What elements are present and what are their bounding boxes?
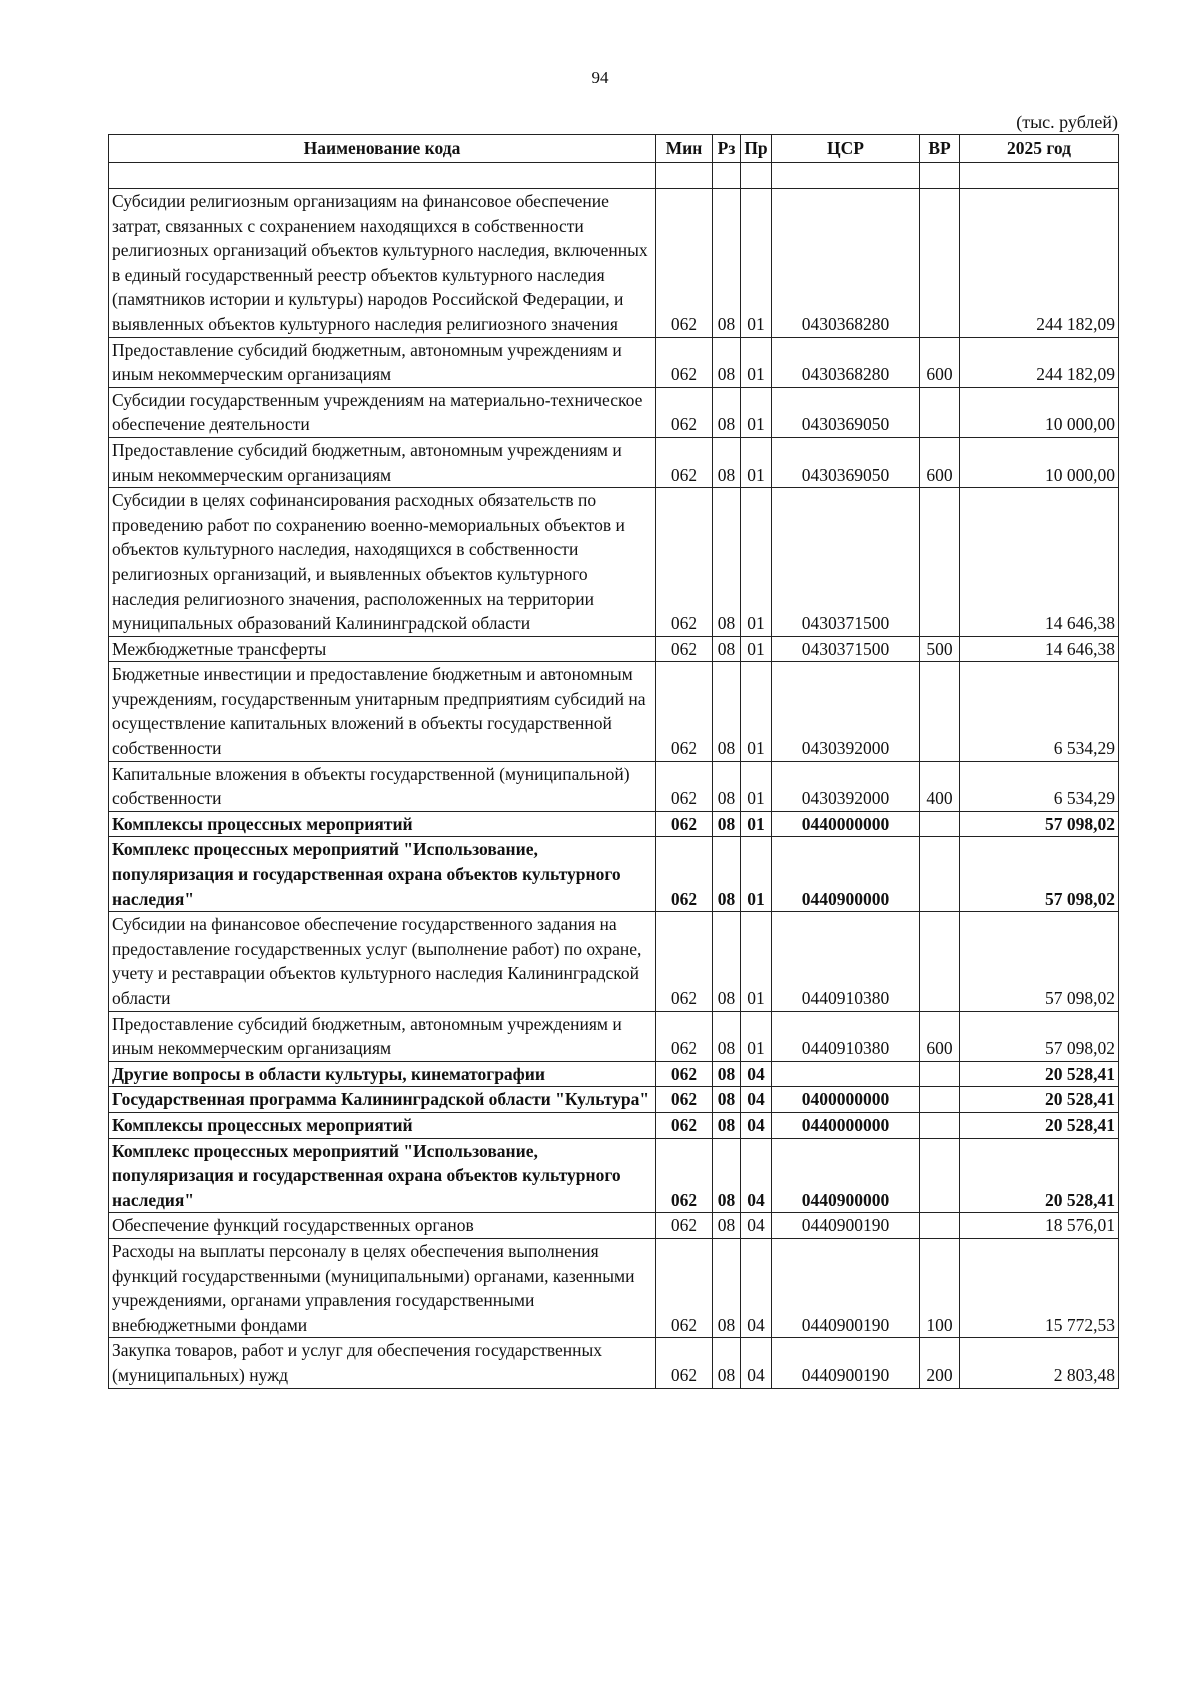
cell-sum: 244 182,09 [960,337,1119,387]
spacer-cell [920,163,960,189]
header-min: Мин [656,135,713,163]
cell-rz: 08 [713,189,741,338]
cell-rz: 08 [713,1087,741,1113]
table-row [109,636,1119,662]
cell-sum: 57 098,02 [960,1011,1119,1061]
cell-min: 062 [656,1087,713,1113]
cell-pr: 01 [741,337,772,387]
header-name: Наименование кода [109,135,656,163]
cell-vr [920,1213,960,1239]
cell-csr: 0440900190 [772,1338,920,1388]
cell-rz: 08 [713,337,741,387]
cell-vr [920,1138,960,1213]
cell-pr: 01 [741,811,772,837]
cell-csr: 0440000000 [772,811,920,837]
table-row [109,437,1119,487]
cell-pr: 01 [741,387,772,437]
cell-rz: 08 [713,912,741,1011]
cell-rz: 08 [713,811,741,837]
cell-min: 062 [656,1213,713,1239]
cell-name: Комплекс процессных мероприятий "Использование, популяризация и государственная охрана объектов культурного наследия" [109,1138,656,1213]
cell-name: Бюджетные инвестиции и предоставление бюджетным и автономным учреждениям, государственным унитарным предприятиям субсидий на осуществление капитальных вложений в объекты государственной собственности [109,662,656,761]
cell-name: Комплексы процессных мероприятий [109,811,656,837]
cell-rz: 08 [713,1238,741,1337]
cell-pr: 04 [741,1138,772,1213]
cell-min: 062 [656,189,713,338]
cell-min: 062 [656,837,713,912]
cell-sum: 57 098,02 [960,912,1119,1011]
budget-table [108,134,1119,1389]
cell-vr [920,837,960,912]
cell-sum: 244 182,09 [960,189,1119,338]
cell-vr: 500 [920,636,960,662]
table-row [109,1112,1119,1138]
table-row [109,837,1119,912]
cell-rz: 08 [713,837,741,912]
cell-sum: 6 534,29 [960,761,1119,811]
cell-sum: 10 000,00 [960,387,1119,437]
cell-csr: 0440000000 [772,1112,920,1138]
spacer-cell [656,163,713,189]
cell-sum: 20 528,41 [960,1087,1119,1113]
cell-name: Предоставление субсидий бюджетным, автономным учреждениям и иным некоммерческим организациям [109,437,656,487]
cell-sum: 20 528,41 [960,1061,1119,1087]
cell-sum: 10 000,00 [960,437,1119,487]
cell-vr: 200 [920,1338,960,1388]
table-row [109,1238,1119,1337]
page-number: 94 [591,68,609,87]
cell-csr: 0440910380 [772,912,920,1011]
cell-name: Комплекс процессных мероприятий "Использование, популяризация и государственная охрана объектов культурного наследия" [109,837,656,912]
cell-rz: 08 [713,1112,741,1138]
cell-sum: 14 646,38 [960,488,1119,637]
cell-name: Государственная программа Калининградской области "Культура" [109,1087,656,1113]
cell-min: 062 [656,636,713,662]
cell-rz: 08 [713,662,741,761]
cell-min: 062 [656,387,713,437]
cell-vr [920,189,960,338]
cell-vr [920,1112,960,1138]
cell-sum: 15 772,53 [960,1238,1119,1337]
cell-rz: 08 [713,488,741,637]
cell-pr: 01 [741,662,772,761]
cell-vr [920,912,960,1011]
cell-min: 062 [656,662,713,761]
cell-csr: 0440900190 [772,1238,920,1337]
cell-pr: 04 [741,1061,772,1087]
cell-name: Субсидии религиозным организациям на финансовое обеспечение затрат, связанных с сохранением находящихся в собственности религиозных организаций объектов культурного наследия, включенных в единый государственный реестр объектов культурного наследия (памятников истории и культуры) народов Российской Федерации, и выявленных объектов культурного наследия религиозного значения [109,189,656,338]
cell-min: 062 [656,1011,713,1061]
cell-rz: 08 [713,1338,741,1388]
cell-name: Предоставление субсидий бюджетным, автономным учреждениям и иным некоммерческим организациям [109,1011,656,1061]
cell-csr: 0440900000 [772,837,920,912]
cell-csr: 0430368280 [772,189,920,338]
cell-pr: 01 [741,636,772,662]
cell-csr: 0430371500 [772,488,920,637]
table-row [109,1087,1119,1113]
spacer-row [109,163,1119,189]
cell-pr: 04 [741,1087,772,1113]
table-header-row [109,135,1119,163]
cell-pr: 04 [741,1213,772,1239]
header-pr: Пр [741,135,772,163]
cell-vr: 400 [920,761,960,811]
cell-min: 062 [656,337,713,387]
cell-rz: 08 [713,1138,741,1213]
cell-sum: 57 098,02 [960,837,1119,912]
cell-vr: 600 [920,1011,960,1061]
cell-min: 062 [656,1138,713,1213]
cell-name: Расходы на выплаты персоналу в целях обеспечения выполнения функций государственными (муниципальными) органами, казенными учреждениями, органами управления государственными внебюджетными фондами [109,1238,656,1337]
cell-vr [920,662,960,761]
cell-min: 062 [656,1061,713,1087]
cell-pr: 04 [741,1112,772,1138]
header-vr: ВР [920,135,960,163]
cell-vr [920,488,960,637]
cell-rz: 08 [713,387,741,437]
cell-pr: 01 [741,437,772,487]
cell-csr: 0430368280 [772,337,920,387]
cell-name: Субсидии на финансовое обеспечение государственного задания на предоставление государственных услуг (выполнение работ) по охране, учету и реставрации объектов культурного наследия Калининградской области [109,912,656,1011]
table-row [109,337,1119,387]
cell-csr: 0430369050 [772,437,920,487]
cell-min: 062 [656,1238,713,1337]
header-year: 2025 год [960,135,1119,163]
header-csr: ЦСР [772,135,920,163]
spacer-cell [713,163,741,189]
cell-vr: 600 [920,437,960,487]
cell-csr: 0430369050 [772,387,920,437]
cell-vr [920,1087,960,1113]
cell-csr: 0440900000 [772,1138,920,1213]
cell-pr: 01 [741,189,772,338]
cell-sum: 20 528,41 [960,1138,1119,1213]
table-row [109,387,1119,437]
cell-pr: 04 [741,1238,772,1337]
cell-sum: 20 528,41 [960,1112,1119,1138]
cell-sum: 57 098,02 [960,811,1119,837]
spacer-cell [109,163,656,189]
cell-rz: 08 [713,1061,741,1087]
spacer-cell [741,163,772,189]
table-row [109,1061,1119,1087]
cell-name: Капитальные вложения в объекты государственной (муниципальной) собственности [109,761,656,811]
cell-vr: 600 [920,337,960,387]
cell-csr: 0430371500 [772,636,920,662]
cell-pr: 01 [741,488,772,637]
cell-min: 062 [656,761,713,811]
cell-rz: 08 [713,636,741,662]
table-row [109,189,1119,338]
table-row [109,1338,1119,1388]
table-row [109,761,1119,811]
cell-sum: 18 576,01 [960,1213,1119,1239]
cell-name: Предоставление субсидий бюджетным, автономным учреждениям и иным некоммерческим организациям [109,337,656,387]
cell-rz: 08 [713,1011,741,1061]
table-row [109,1213,1119,1239]
cell-csr: 0440910380 [772,1011,920,1061]
cell-min: 062 [656,437,713,487]
cell-name: Другие вопросы в области культуры, кинематографии [109,1061,656,1087]
cell-csr [772,1061,920,1087]
cell-min: 062 [656,811,713,837]
cell-csr: 0440900190 [772,1213,920,1239]
cell-sum: 14 646,38 [960,636,1119,662]
spacer-cell [772,163,920,189]
header-rz: Рз [713,135,741,163]
cell-vr: 100 [920,1238,960,1337]
spacer-cell [960,163,1119,189]
cell-name: Субсидии в целях софинансирования расходных обязательств по проведению работ по сохранению военно-мемориальных объектов и объектов культурного наследия, находящихся в собственности религиозных организаций, и выявленных объектов культурного наследия религиозного значения, расположенных на территории муниципальных образований Калининградской области [109,488,656,637]
cell-min: 062 [656,912,713,1011]
cell-pr: 01 [741,1011,772,1061]
cell-pr: 04 [741,1338,772,1388]
cell-min: 062 [656,1112,713,1138]
table-row [109,662,1119,761]
table-row [109,488,1119,637]
cell-name: Межбюджетные трансферты [109,636,656,662]
table-row [109,1011,1119,1061]
table-row [109,912,1119,1011]
cell-pr: 01 [741,912,772,1011]
cell-rz: 08 [713,437,741,487]
cell-csr: 0430392000 [772,761,920,811]
cell-min: 062 [656,1338,713,1388]
cell-sum: 2 803,48 [960,1338,1119,1388]
cell-vr [920,387,960,437]
cell-sum: 6 534,29 [960,662,1119,761]
cell-pr: 01 [741,761,772,811]
cell-name: Обеспечение функций государственных органов [109,1213,656,1239]
cell-vr [920,1061,960,1087]
cell-vr [920,811,960,837]
table-body [109,163,1119,1389]
cell-csr: 0430392000 [772,662,920,761]
cell-csr: 0400000000 [772,1087,920,1113]
cell-rz: 08 [713,1213,741,1239]
cell-pr: 01 [741,837,772,912]
table-row [109,811,1119,837]
cell-name: Субсидии государственным учреждениям на материально-техническое обеспечение деятельности [109,387,656,437]
table-row [109,1138,1119,1213]
cell-min: 062 [656,488,713,637]
cell-name: Закупка товаров, работ и услуг для обеспечения государственных (муниципальных) нужд [109,1338,656,1388]
cell-name: Комплексы процессных мероприятий [109,1112,656,1138]
units-label: (тыс. рублей) [1016,112,1118,132]
cell-rz: 08 [713,761,741,811]
